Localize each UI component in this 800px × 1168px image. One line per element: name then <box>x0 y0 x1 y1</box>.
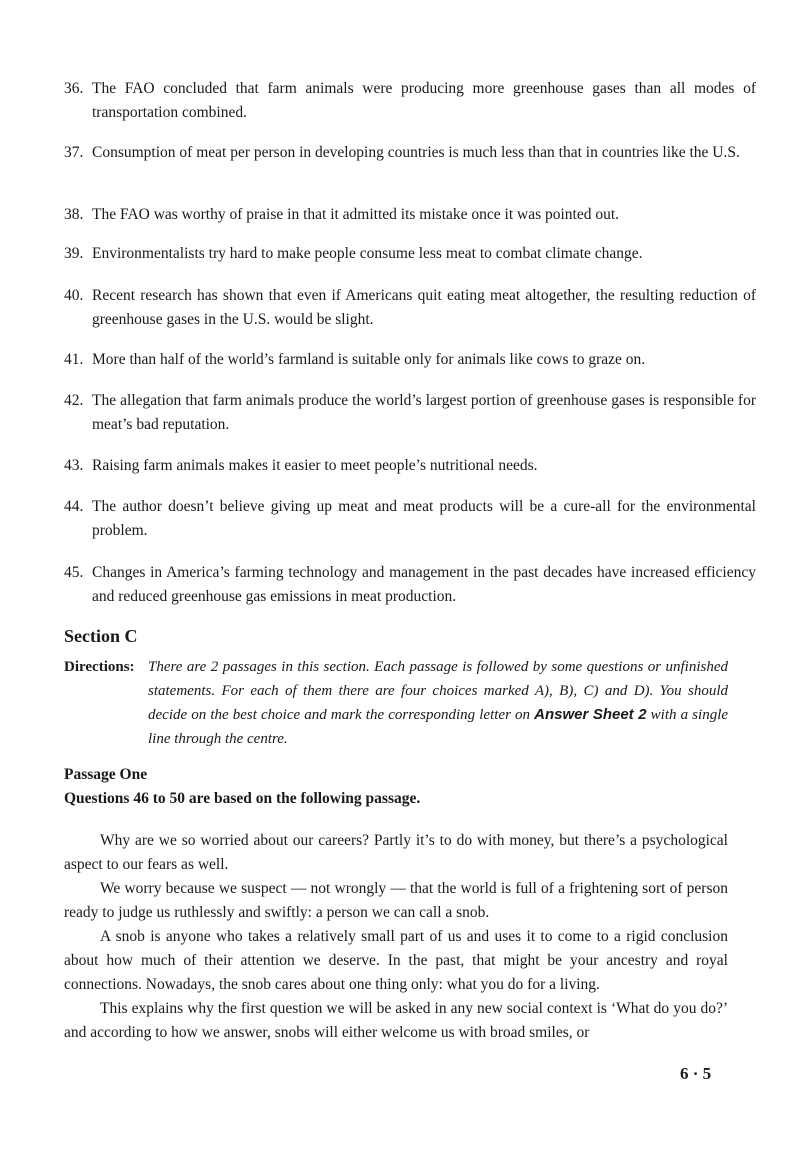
question-39 <box>64 242 756 266</box>
question-text: The author doesn’t believe giving up meat and meat products will be a cure-all for the environmental problem. <box>92 498 756 539</box>
question-44 <box>64 495 756 543</box>
question-number: 37. <box>64 144 84 161</box>
directions-body <box>148 655 728 751</box>
directions-text: There are 2 passages in this section. Each passage is followed by some questions or unfinished statements. For each of them there are four choices marked A), B), C) and D). You should decide on the best choice and mark the corresponding letter on <box>148 659 728 723</box>
answer-sheet-label: Answer Sheet 2 <box>534 706 647 723</box>
passage-paragraph: This explains why the first question we will be asked in any new social context is ‘What do you do?’ and according to how we answer, snobs will either welcome us with broad smiles, or <box>64 1000 728 1041</box>
question-text: Consumption of meat per person in developing countries is much less than that in countries like the U.S. <box>92 144 740 161</box>
question-number: 40. <box>64 287 84 304</box>
question-45 <box>64 561 756 609</box>
page-number: 6 · 5 <box>680 1064 712 1083</box>
passage-title: Passage One <box>64 766 148 783</box>
question-37 <box>64 141 756 165</box>
directions-text-end: with a single line through the centre. <box>148 707 729 747</box>
question-38 <box>64 203 756 227</box>
question-number: 44. <box>64 498 84 515</box>
question-text: Changes in America’s farming technology and management in the past decades have increased efficiency and reduced greenhouse gas emissions in meat production. <box>92 564 756 605</box>
question-number: 38. <box>64 206 84 223</box>
passage-paragraph: We worry because we suspect — not wrongly — that the world is full of a frightening sort of person ready to judge us ruthlessly and swiftly: a person we can call a snob. <box>64 880 728 921</box>
question-text: More than half of the world’s farmland is suitable only for animals like cows to graze on. <box>92 351 646 368</box>
section-title: Section C <box>64 626 138 646</box>
question-number: 42. <box>64 392 84 409</box>
question-41 <box>64 348 756 372</box>
question-number: 43. <box>64 457 84 474</box>
passage-subtitle: Questions 46 to 50 are based on the following passage. <box>64 790 421 807</box>
question-number: 36. <box>64 80 84 97</box>
question-text: The FAO concluded that farm animals were producing more greenhouse gases than all modes of transportation combined. <box>92 80 756 121</box>
question-number: 41. <box>64 351 84 368</box>
directions <box>64 655 728 751</box>
question-text: Recent research has shown that even if Americans quit eating meat altogether, the resulting reduction of greenhouse gases in the U.S. would be slight. <box>92 287 756 328</box>
question-number: 45. <box>64 564 84 581</box>
passage-paragraph: A snob is anyone who takes a relatively small part of us and uses it to come to a rigid conclusion about how much of their attention we deserve. In the past, that might be your ancestry and royal connections. Nowadays, the snob cares about one thing only: what you do for a living. <box>64 928 728 993</box>
question-text: Raising farm animals makes it easier to meet people’s nutritional needs. <box>92 457 538 474</box>
question-36 <box>64 77 756 125</box>
directions-label: Directions: <box>64 659 135 675</box>
question-text: Environmentalists try hard to make people consume less meat to combat climate change. <box>92 245 643 262</box>
question-42 <box>64 389 756 437</box>
question-text: The FAO was worthy of praise in that it admitted its mistake once it was pointed out. <box>92 206 620 223</box>
passage-paragraph: Why are we so worried about our careers? Partly it’s to do with money, but there’s a psychological aspect to our fears as well. <box>64 832 728 873</box>
question-text: The allegation that farm animals produce the world’s largest portion of greenhouse gases is responsible for meat’s bad reputation. <box>92 392 756 433</box>
question-40 <box>64 284 756 332</box>
question-number: 39. <box>64 245 84 262</box>
question-43 <box>64 454 756 478</box>
